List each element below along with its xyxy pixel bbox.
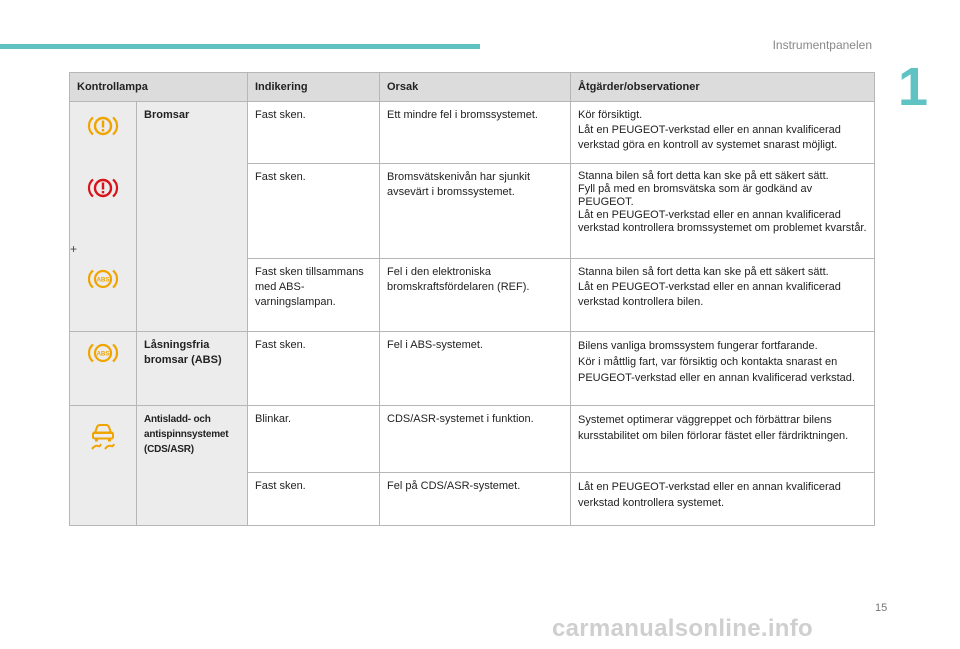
plus-sign: + xyxy=(70,242,78,256)
abs-icon xyxy=(70,341,136,365)
watermark: carmanualsonline.info xyxy=(552,615,814,642)
indication-cell: Fast sken. xyxy=(248,473,380,526)
asr-name xyxy=(137,406,248,526)
table-row xyxy=(70,102,875,164)
cause-cell: Fel i den elektroniska bromskraftsfördelaren (REF). xyxy=(380,259,571,332)
indication-cell: Fast sken tillsammans med ABS-varningslampan. xyxy=(248,259,380,332)
warning-lights-table xyxy=(69,72,875,526)
brake-icon-cell xyxy=(70,102,137,332)
chapter-number: 1 xyxy=(898,57,929,117)
abs-icon xyxy=(70,267,136,291)
header-accent-bar xyxy=(0,44,480,49)
cause-cell: Fel på CDS/ASR-systemet. xyxy=(380,473,571,526)
cause-cell: Ett mindre fel i bromssystemet. xyxy=(380,102,571,164)
column-header-indikering: Indikering xyxy=(248,73,380,102)
indication-cell: Fast sken. xyxy=(248,102,380,164)
column-header-kontrollampa: Kontrollampa xyxy=(70,73,248,102)
column-header-orsak: Orsak xyxy=(380,73,571,102)
action-cell: Låt en PEUGEOT-verkstad eller en annan kvalificerad verkstad kontrollera systemet. xyxy=(571,473,875,526)
section-title: Instrumentpanelen xyxy=(772,38,872,52)
indication-cell: Fast sken. xyxy=(248,164,380,259)
action-cell: Stanna bilen så fort detta kan ske på ett säkert sätt. Fyll på med en bromsvätska som är godkänd av PEUGEOT. Låt en PEUGEOT-verkstad eller en annan kvalificerad verkstad kontrollera bromssystemet om problemet kvarstår. xyxy=(571,164,875,259)
skidding-car-icon xyxy=(70,419,136,451)
abs-name: Låsningsfria bromsar (ABS) xyxy=(137,332,248,406)
brake-fluid-warning-icon xyxy=(70,176,136,200)
cause-cell: CDS/ASR-systemet i funktion. xyxy=(380,406,571,473)
svg-text:ABS: ABS xyxy=(96,350,110,358)
cause-cell: Fel i ABS-systemet. xyxy=(380,332,571,406)
page-number: 15 xyxy=(875,602,888,614)
action-cell: Kör försiktigt. Låt en PEUGEOT-verkstad eller en annan kvalificerad verkstad göra en kontroll av systemet snarast möjligt. xyxy=(571,102,875,164)
table-row xyxy=(70,406,875,473)
asr-name-text: Antisladd- och antispinnsystemet (CDS/ASR) xyxy=(144,414,229,455)
indication-cell: Fast sken. xyxy=(248,332,380,406)
cause-cell: Bromsvätskenivån har sjunkit avsevärt i bromssystemet. xyxy=(380,164,571,259)
abs-icon-cell xyxy=(70,332,137,406)
brake-name: Bromsar xyxy=(137,102,248,332)
asr-icon-cell xyxy=(70,406,137,526)
column-header-atgarder: Åtgärder/observationer xyxy=(571,73,875,102)
action-cell: Stanna bilen så fort detta kan ske på ett säkert sätt. Låt en PEUGEOT-verkstad eller en annan kvalificerad verkstad kontrollera bilen. xyxy=(571,259,875,332)
svg-text:ABS: ABS xyxy=(96,276,110,284)
brake-warning-icon xyxy=(70,114,136,138)
table-header-row xyxy=(70,73,875,102)
action-cell: Bilens vanliga bromssystem fungerar fortfarande. Kör i måttlig fart, var försiktig och kontakta snarast en PEUGEOT-verkstad eller en annan kvalificerad verkstad. xyxy=(571,332,875,406)
table-row xyxy=(70,332,875,406)
indication-cell: Blinkar. xyxy=(248,406,380,473)
action-cell: Systemet optimerar väggreppet och förbättrar bilens kursstabilitet om bilen förlorar fästet eller färdriktningen. xyxy=(571,406,875,473)
